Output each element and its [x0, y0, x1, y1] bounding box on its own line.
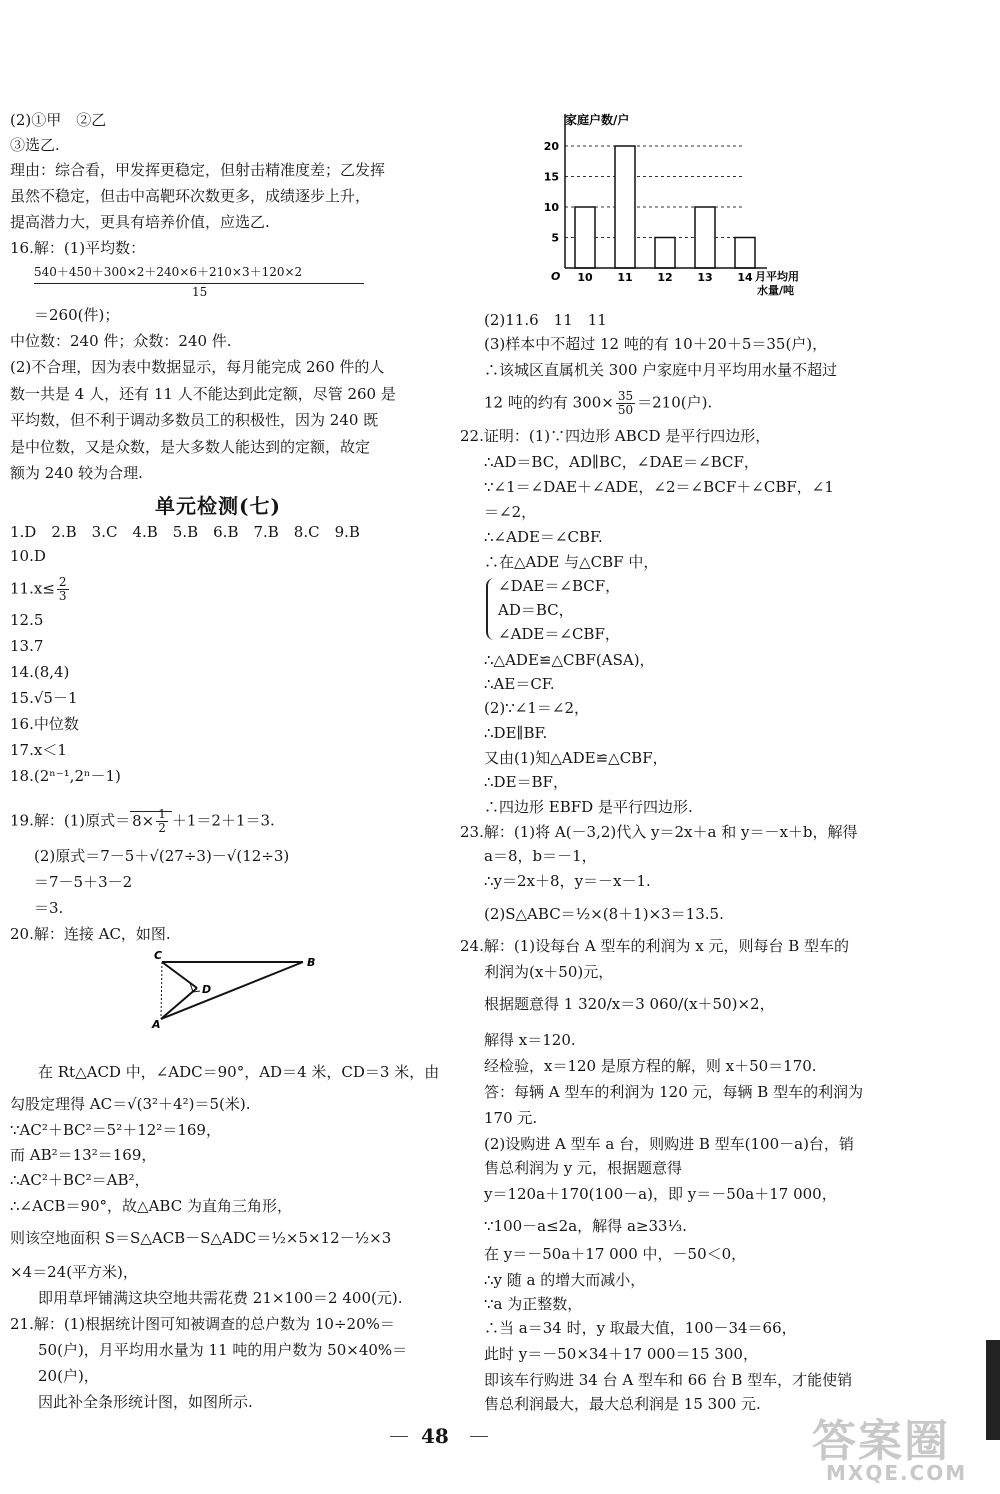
text-line: 即用草坪铺满这块空地共需花费 21×100＝2 400(元).: [38, 1289, 403, 1307]
watermark-logo-text: 答案圈: [812, 1416, 950, 1467]
y-tick-label: 20: [543, 140, 559, 153]
y-tick-label: 15: [543, 170, 559, 184]
text-line: 在 Rt△ACD 中，∠ADC＝90°，AD＝4 米，CD＝3 米，由: [38, 1063, 440, 1081]
formula-part: 12 吨的约有 300×: [484, 393, 614, 412]
text-line: (2)∵∠1＝∠2，: [484, 699, 590, 717]
text-line: ③选乙.: [10, 136, 60, 154]
text-line: ∴四边形 EBFD 是平行四边形.: [484, 798, 693, 816]
text-line: 24.解：(1)设每台 A 型车的利润为 x 元，则每台 B 型车的: [460, 937, 850, 955]
text-line: 因此补全条形统计图，如图所示.: [38, 1393, 253, 1411]
text-line: 又由(1)知△ADE≌△CBF，: [484, 749, 668, 767]
text-line: a＝8，b＝－1，: [484, 847, 597, 865]
label-c: C: [154, 949, 163, 962]
text-line: ∴△ADE≌△CBF(ASA)，: [484, 651, 655, 669]
triangle-figure: [145, 948, 325, 1030]
text-line: 数一共是 4 人，还有 11 人不能达到此定额，尽管 260 是: [10, 385, 396, 403]
text-line: [10, 808, 275, 835]
fraction-numerator: 2: [58, 575, 67, 589]
text-line: 答：每辆 A 型车的利润为 120 元，每辆 B 型车的利润为: [484, 1083, 864, 1101]
text-line: (3)样本中不超过 12 吨的有 10＋20＋5＝35(户)，: [484, 335, 828, 353]
section-title: 单元检测(七): [155, 494, 281, 518]
answer-line: 16.中位数: [10, 715, 79, 733]
answer-line: 17.x＜1: [10, 741, 67, 759]
text-line: ∴y 随 a 的增大而减小，: [484, 1271, 646, 1289]
answer-line: 15.√5－1: [10, 689, 78, 707]
text-line: ∴该城区直属机关 300 户家庭中月平均用水量不超过: [484, 361, 838, 379]
answer-line: 18.(2ⁿ⁻¹,2ⁿ－1): [10, 767, 121, 785]
text-line: ∵∠1＝∠DAE＋∠ADE，∠2＝∠BCF＋∠CBF，∠1: [484, 478, 834, 496]
fraction: [57, 576, 69, 603]
formula-part: ＋1＝2＋1＝3.: [171, 811, 275, 830]
page-edge-tab: [986, 1340, 1000, 1440]
y-axis-label: 家庭户数/户: [565, 113, 630, 127]
answer-prefix: 11.x≤: [10, 579, 55, 598]
text-line: 是中位数，又是众数，是大多数人能达到的定额，故定: [10, 438, 371, 456]
segment-cd: [162, 962, 197, 988]
text-line: (2)不合理，因为表中数据显示，每月能完成 260 件的人: [10, 358, 385, 376]
text-line: ＝260(件)；: [34, 306, 120, 324]
x-tick-label: 14: [737, 271, 753, 284]
text-line: 中位数：240 件；众数：240 件.: [10, 332, 232, 350]
y-tick-label: 10: [543, 201, 559, 214]
fraction: [616, 390, 635, 417]
x-axis-label-line2: 水量/吨: [757, 284, 795, 297]
bar: [575, 207, 595, 268]
text-line: ×4＝24(平方米)，: [10, 1263, 138, 1281]
label-d: D: [202, 983, 212, 996]
answer-line: 14.(8,4): [10, 663, 70, 681]
text-line: 利润为(x＋50)元，: [484, 963, 614, 981]
text-line: ∴DE＝BF，: [484, 773, 568, 791]
text-line: 22.证明：(1)∵四边形 ABCD 是平行四边形，: [460, 427, 771, 445]
watermark-site-text: MXQE.COM: [826, 1461, 968, 1485]
text-line: 经检验，x＝120 是原方程的解，则 x＋50＝170.: [484, 1057, 817, 1075]
segment-ca: [161, 962, 162, 1019]
text-line: ∠DAE＝∠BCF，: [498, 577, 621, 595]
text-line: (2)①甲 ②乙: [10, 111, 107, 129]
bar: [695, 207, 715, 268]
text-line: ＝3.: [34, 899, 64, 917]
bar: [735, 238, 755, 269]
text-line: ∴AC²＋BC²＝AB²，: [10, 1171, 150, 1189]
text-line: 根据题意得 1 320/x＝3 060/(x＋50)×2，: [484, 995, 775, 1013]
text-line: 20.解：连接 AC，如图.: [10, 925, 171, 943]
answer-line: 1.D 2.B 3.C 4.B 5.B 6.B 7.B 8.C 9.B: [10, 523, 360, 541]
fraction-denominator: 3: [58, 589, 67, 603]
fraction-numerator: 540＋450＋300×2＋240×6＋210×3＋120×2: [34, 265, 303, 279]
page-number-dash-right: [470, 1436, 488, 1437]
text-line: 而 AB²＝13²＝169，: [10, 1146, 157, 1164]
text-line: 此时 y＝－50×34＋17 000＝15 300，: [484, 1345, 758, 1363]
x-tick-label: 11: [617, 271, 633, 284]
fraction-denominator: 2: [158, 821, 166, 835]
fraction: [156, 808, 168, 835]
text-line: ＝∠2，: [484, 503, 537, 521]
text-line: 21.解：(1)根据统计图可知被调查的总户数为 10÷20%＝: [10, 1315, 395, 1333]
answer-line: [10, 576, 71, 603]
text-line: (2)S△ABC＝½×(8＋1)×3＝13.5.: [484, 905, 724, 923]
x-axis-label: 月平均用: [755, 270, 799, 283]
text-line: 虽然不稳定，但击中高靶环次数更多，成绩逐步上升，: [10, 187, 371, 205]
text-line: AD＝BC，: [498, 601, 574, 619]
text-line: 20(户)，: [38, 1367, 99, 1385]
text-line: 额为 240 较为合理.: [10, 464, 143, 482]
text-line: 16.解：(1)平均数：: [10, 239, 146, 257]
text-line: (2)设购进 A 型车 a 台，则购进 B 型车(100－a)台，销: [484, 1135, 854, 1153]
segment-ab: [161, 962, 303, 1019]
water-usage-bar-chart: [535, 100, 835, 300]
text-line: 170 元.: [484, 1109, 538, 1127]
text-line: y＝120a＋170(100－a)，即 y＝－50a＋17 000，: [484, 1185, 837, 1203]
fraction-numerator: 35: [617, 389, 634, 403]
text-line: 即该车行购进 34 台 A 型车和 66 台 B 型车，才能使销: [484, 1371, 853, 1389]
formula-part: 8×: [132, 811, 155, 830]
label-a: A: [152, 1018, 161, 1030]
y-tick-label: 5: [551, 231, 559, 245]
answer-line: 12.5: [10, 611, 44, 629]
text-line: ＝7－5＋3－2: [34, 873, 133, 891]
fraction-numerator: 1: [158, 807, 166, 821]
text-line: ∴∠ADE＝∠CBF.: [484, 528, 603, 546]
text-line: ∴DE∥BF.: [484, 724, 548, 742]
text-line: 勾股定理得 AC＝√(3²＋4²)＝5(米).: [10, 1095, 251, 1113]
text-line: 提高潜力大，更具有培养价值，应选乙.: [10, 213, 270, 231]
bar: [615, 146, 635, 268]
text-line: 售总利润最大，最大总利润是 15 300 元.: [484, 1395, 761, 1413]
page-number-dash-left: [390, 1436, 408, 1437]
text-line: ∴∠ACB＝90°，故△ABC 为直角三角形，: [10, 1197, 292, 1215]
answer-line: 10.D: [10, 547, 46, 565]
text-line: 平均数，但不利于调动多数员工的积极性，因为 240 既: [10, 411, 379, 429]
text-line: ∠ADE＝∠CBF，: [498, 625, 620, 643]
text-line: 理由：综合看，甲发挥更稳定，但射击精准度差；乙发挥: [10, 161, 386, 179]
page-number: 48: [421, 1424, 449, 1448]
text-line: ∵AC²＋BC²＝5²＋12²＝169，: [10, 1121, 221, 1139]
text-line: ∴在△ADE 与△CBF 中，: [484, 553, 659, 571]
sqrt-expression: [130, 807, 172, 835]
formula-part: 19.解：(1)原式＝: [10, 811, 131, 830]
label-b: B: [307, 956, 316, 969]
x-tick-label: 10: [577, 271, 593, 284]
formula-part: ＝210(户).: [637, 393, 713, 412]
answer-line: 13.7: [10, 637, 44, 655]
text-line: 23.解：(1)将 A(－3,2)代入 y＝2x＋a 和 y＝－x＋b，解得: [460, 823, 858, 841]
x-tick-label: 13: [697, 271, 713, 284]
fraction-denominator: 50: [617, 403, 634, 417]
text-line: 在 y＝－50a＋17 000 中，－50＜0，: [484, 1245, 747, 1263]
text-line: 解得 x＝120.: [484, 1031, 576, 1049]
watermark: [812, 1405, 972, 1485]
segment-da: [161, 988, 197, 1019]
x-tick-label: 12: [657, 271, 673, 284]
text-line: (2)原式＝7－5＋√(27÷3)－√(12÷3): [34, 847, 290, 865]
fraction-denominator: 15: [192, 285, 208, 299]
text-line: ∴当 a＝34 时，y 取最大值，100－34＝66，: [484, 1319, 797, 1337]
origin-label: O: [551, 270, 561, 283]
text-line: 50(户)，月平均用水量为 11 吨的用户数为 50×40%＝: [38, 1341, 408, 1359]
text-line: (2)11.6 11 11: [484, 311, 607, 329]
text-line: ∵100－a≤2a，解得 a≥33⅓.: [484, 1217, 687, 1235]
text-line: ∴AD＝BC，AD∥BC，∠DAE＝∠BCF，: [484, 453, 759, 471]
text-line: [484, 390, 712, 417]
text-line: ∴AE＝CF.: [484, 675, 555, 693]
text-line: 则该空地面积 S＝S△ACB－S△ADC＝½×5×12－½×3: [10, 1229, 392, 1247]
bar: [655, 238, 675, 269]
text-line: ∵a 为正整数，: [484, 1295, 583, 1313]
text-line: 售总利润为 y 元，根据题意得: [484, 1159, 683, 1177]
text-line: ∴y＝2x＋8，y＝－x－1.: [484, 872, 651, 890]
system-brace: [486, 578, 496, 640]
